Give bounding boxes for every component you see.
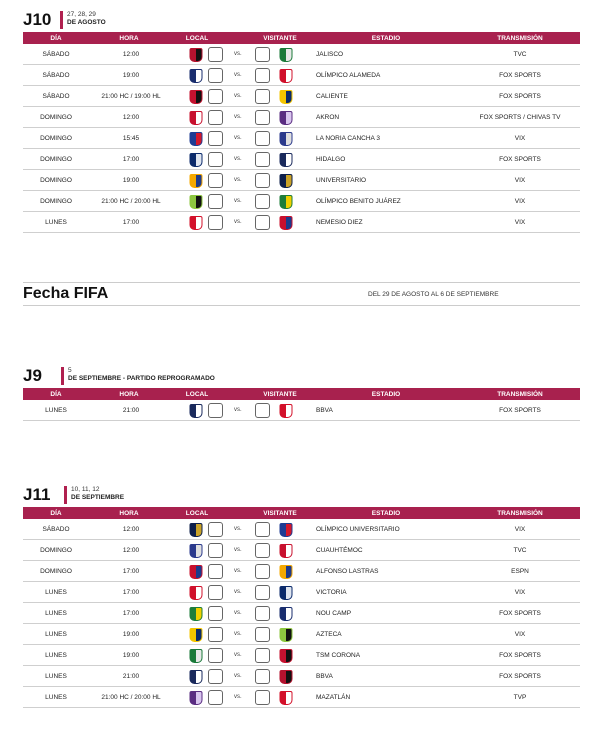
vs-label: vs. (234, 198, 242, 204)
vs-label: vs. (234, 568, 242, 574)
day-cell: LUNES (45, 589, 67, 596)
away-score-box[interactable] (255, 194, 270, 209)
crest-pachuca-icon (190, 153, 203, 167)
away-score-box[interactable] (255, 173, 270, 188)
home-score-box[interactable] (208, 606, 223, 621)
day-cell: SÁBADO (42, 93, 70, 100)
time-cell: 19:00 (122, 631, 140, 638)
day-cell: SÁBADO (42, 526, 70, 533)
column-header: VISITANTE (263, 391, 297, 398)
day-cell: DOMINGO (40, 568, 72, 575)
table-row (23, 44, 580, 65)
time-cell: 12:00 (122, 526, 140, 533)
away-score-box[interactable] (255, 690, 270, 705)
away-score-box[interactable] (255, 669, 270, 684)
table-row (23, 107, 580, 128)
vs-label: vs. (234, 547, 242, 553)
stadium-cell: VICTORIA (316, 589, 347, 596)
vs-label: vs. (234, 589, 242, 595)
away-score-box[interactable] (255, 648, 270, 663)
stadium-cell: UNIVERSITARIO (316, 177, 367, 184)
home-score-box[interactable] (208, 543, 223, 558)
stadium-cell: OLÍMPICO BENITO JUÁREZ (316, 198, 401, 205)
fixtures-table (23, 519, 580, 708)
broadcast-cell: VIX (514, 589, 526, 596)
column-header: LOCAL (185, 391, 209, 398)
broadcast-cell: FOX SPORTS / CHIVAS TV (479, 114, 561, 121)
vs-label: vs. (234, 526, 242, 532)
crest-atlas-icon (280, 670, 293, 684)
home-score-box[interactable] (208, 403, 223, 418)
crest-necaxa-icon (190, 586, 203, 600)
vs-label: vs. (234, 610, 242, 616)
time-cell: 15:45 (122, 135, 140, 142)
crest-pachuca-icon (280, 586, 293, 600)
home-score-box[interactable] (208, 47, 223, 62)
table-row (23, 666, 580, 687)
time-cell: 17:00 (122, 156, 140, 163)
crest-leon-icon (280, 195, 293, 209)
matchday-month: DE AGOSTO (67, 19, 106, 26)
table-row (23, 400, 580, 421)
day-cell: SÁBADO (42, 72, 70, 79)
crest-san-luis-icon (190, 565, 203, 579)
broadcast-cell: FOX SPORTS (499, 610, 541, 617)
table-header (23, 507, 580, 519)
crest-mazatlan-icon (280, 111, 293, 125)
matchday-dates (68, 367, 215, 383)
time-cell: 21:00 (122, 673, 140, 680)
table-row (23, 582, 580, 603)
vs-label: vs. (234, 631, 242, 637)
table-row (23, 212, 580, 233)
time-cell: 21:00 HC / 20:00 HL (101, 198, 161, 205)
stadium-cell: AZTECA (316, 631, 342, 638)
day-cell: LUNES (45, 652, 67, 659)
vs-label: vs. (234, 135, 242, 141)
column-header: HORA (119, 391, 139, 398)
table-row (23, 86, 580, 107)
broadcast-cell: VIX (514, 135, 526, 142)
stadium-cell: OLÍMPICO UNIVERSITARIO (316, 526, 400, 533)
away-score-box[interactable] (255, 215, 270, 230)
home-score-box[interactable] (208, 194, 223, 209)
vs-label: vs. (234, 114, 242, 120)
accent-bar (61, 367, 64, 385)
home-score-box[interactable] (208, 215, 223, 230)
table-row (23, 170, 580, 191)
stadium-cell: CALIENTE (316, 93, 348, 100)
day-cell: DOMINGO (40, 547, 72, 554)
crest-cruz-azul-icon (280, 523, 293, 537)
home-score-box[interactable] (208, 152, 223, 167)
table-row (23, 149, 580, 170)
crest-leon-icon (190, 607, 203, 621)
broadcast-cell: VIX (514, 631, 526, 638)
day-cell: DOMINGO (40, 156, 72, 163)
home-score-box[interactable] (208, 648, 223, 663)
away-score-box[interactable] (255, 47, 270, 62)
day-cell: LUNES (45, 219, 67, 226)
time-cell: 12:00 (122, 547, 140, 554)
stadium-cell: LA NORIA CANCHA 3 (316, 135, 380, 142)
broadcast-cell: FOX SPORTS (499, 72, 541, 79)
table-header (23, 388, 580, 400)
stadium-cell: JALISCO (316, 51, 344, 58)
crest-toluca-icon (280, 691, 293, 705)
day-cell: LUNES (45, 407, 67, 414)
column-header: TRANSMISIÓN (497, 35, 543, 42)
column-header: TRANSMISIÓN (497, 391, 543, 398)
crest-monterrey-icon (280, 153, 293, 167)
vs-label: vs. (234, 694, 242, 700)
matchday-days: 27, 28, 29 (67, 11, 96, 18)
day-cell: DOMINGO (40, 114, 72, 121)
stadium-cell: CUAUHTÉMOC (316, 547, 363, 554)
home-score-box[interactable] (208, 669, 223, 684)
away-score-box[interactable] (255, 543, 270, 558)
matchday-days: 5 (68, 367, 72, 374)
stadium-cell: OLÍMPICO ALAMEDA (316, 72, 381, 79)
crest-pumas-icon (280, 174, 293, 188)
crest-tigres-icon (280, 565, 293, 579)
stadium-cell: MAZATLÁN (316, 694, 351, 701)
matchday-code: J9 (23, 366, 42, 385)
fixtures-table (23, 400, 580, 421)
day-cell: LUNES (45, 694, 67, 701)
away-score-box[interactable] (255, 606, 270, 621)
table-row (23, 624, 580, 645)
home-score-box[interactable] (208, 110, 223, 125)
broadcast-cell: TVP (513, 694, 527, 701)
crest-atlas-icon (190, 48, 203, 62)
crest-mazatlan-icon (190, 691, 203, 705)
time-cell: 12:00 (122, 51, 140, 58)
matchday-code: J10 (23, 10, 52, 29)
broadcast-cell: ESPN (511, 568, 529, 575)
table-header (23, 32, 580, 44)
column-header: TRANSMISIÓN (497, 510, 543, 517)
table-row (23, 603, 580, 624)
crest-necaxa-icon (280, 69, 293, 83)
stadium-cell: AKRON (316, 114, 340, 121)
matchday-j9 (23, 366, 580, 421)
broadcast-cell: FOX SPORTS (499, 652, 541, 659)
vs-label: vs. (234, 407, 242, 413)
table-row (23, 191, 580, 212)
matchday-days: 10, 11, 12 (71, 486, 100, 493)
matchday-j11 (23, 485, 580, 708)
crest-puebla-icon (190, 544, 203, 558)
away-score-box[interactable] (255, 68, 270, 83)
column-header: VISITANTE (263, 35, 297, 42)
day-cell: DOMINGO (40, 177, 72, 184)
column-header: ESTADIO (371, 510, 401, 517)
crest-cruz-azul-icon (190, 132, 203, 146)
broadcast-cell: FOX SPORTS (499, 407, 541, 414)
table-row (23, 687, 580, 708)
column-header: DÍA (50, 35, 62, 42)
crest-puebla-icon (280, 132, 293, 146)
crest-chivas-icon (280, 544, 293, 558)
vs-label: vs. (234, 673, 242, 679)
column-header: ESTADIO (371, 35, 401, 42)
crest-tigres-icon (190, 174, 203, 188)
home-score-box[interactable] (208, 585, 223, 600)
matchday-month: DE SEPTIEMBRE (71, 494, 125, 501)
stadium-cell: BBVA (316, 407, 333, 414)
away-score-box[interactable] (255, 403, 270, 418)
crest-monterrey-icon (190, 670, 203, 684)
accent-bar (60, 11, 63, 29)
home-score-box[interactable] (208, 564, 223, 579)
away-score-box[interactable] (255, 152, 270, 167)
time-cell: 12:00 (122, 114, 140, 121)
stadium-cell: HIDALGO (316, 156, 346, 163)
day-cell: DOMINGO (40, 198, 72, 205)
column-header: DÍA (50, 391, 62, 398)
table-row (23, 519, 580, 540)
away-score-box[interactable] (255, 627, 270, 642)
away-score-box[interactable] (255, 585, 270, 600)
column-header: DÍA (50, 510, 62, 517)
broadcast-cell: VIX (514, 198, 526, 205)
vs-label: vs. (234, 156, 242, 162)
broadcast-cell: VIX (514, 526, 526, 533)
crest-santos-icon (280, 48, 293, 62)
stadium-cell: NEMESIO DIEZ (316, 219, 363, 226)
time-cell: 17:00 (122, 568, 140, 575)
home-score-box[interactable] (208, 89, 223, 104)
home-score-box[interactable] (208, 690, 223, 705)
broadcast-cell: TVC (513, 547, 527, 554)
column-header: HORA (119, 510, 139, 517)
vs-label: vs. (234, 93, 242, 99)
fifa-dates: DEL 29 DE AGOSTO AL 6 DE SEPTIEMBRE (368, 291, 499, 298)
vs-label: vs. (234, 652, 242, 658)
crest-chivas-icon (190, 111, 203, 125)
time-cell: 21:00 HC / 19:00 HL (101, 93, 161, 100)
home-score-box[interactable] (208, 522, 223, 537)
crest-san-luis-icon (280, 216, 293, 230)
time-cell: 19:00 (122, 72, 140, 79)
crest-queretaro-icon (280, 607, 293, 621)
away-score-box[interactable] (255, 89, 270, 104)
time-cell: 17:00 (122, 589, 140, 596)
away-score-box[interactable] (255, 522, 270, 537)
crest-toluca-icon (190, 216, 203, 230)
table-row (23, 540, 580, 561)
fixtures-table (23, 44, 580, 233)
broadcast-cell: FOX SPORTS (499, 673, 541, 680)
vs-label: vs. (234, 219, 242, 225)
matchday-dates (67, 11, 106, 27)
broadcast-cell: TVC (513, 51, 527, 58)
vs-label: vs. (234, 177, 242, 183)
crest-america-icon (190, 628, 203, 642)
crest-juarez-icon (280, 628, 293, 642)
column-header: LOCAL (185, 510, 209, 517)
matchday-month: DE SEPTIEMBRE - PARTIDO REPROGRAMADO (68, 375, 215, 382)
away-score-box[interactable] (255, 564, 270, 579)
stadium-cell: BBVA (316, 673, 333, 680)
time-cell: 19:00 (122, 652, 140, 659)
crest-america-icon (280, 90, 293, 104)
day-cell: DOMINGO (40, 135, 72, 142)
table-row (23, 65, 580, 86)
time-cell: 21:00 (122, 407, 140, 414)
matchday-code: J11 (23, 485, 51, 504)
home-score-box[interactable] (208, 131, 223, 146)
broadcast-cell: VIX (514, 219, 526, 226)
broadcast-cell: VIX (514, 177, 526, 184)
column-header: LOCAL (185, 35, 209, 42)
home-score-box[interactable] (208, 627, 223, 642)
away-score-box[interactable] (255, 131, 270, 146)
crest-monterrey-icon (190, 404, 203, 418)
crest-pumas-icon (190, 523, 203, 537)
crest-toluca-icon (280, 404, 293, 418)
day-cell: LUNES (45, 631, 67, 638)
column-header: VISITANTE (263, 510, 297, 517)
time-cell: 17:00 (122, 610, 140, 617)
stadium-cell: TSM CORONA (316, 652, 361, 659)
matchday-j10 (23, 10, 580, 233)
matchday-dates (71, 486, 124, 502)
crest-tijuana-icon (280, 649, 293, 663)
home-score-box[interactable] (208, 173, 223, 188)
matchday-header (23, 366, 580, 388)
time-cell: 17:00 (122, 219, 140, 226)
day-cell: LUNES (45, 673, 67, 680)
crest-queretaro-icon (190, 69, 203, 83)
crest-juarez-icon (190, 195, 203, 209)
table-row (23, 645, 580, 666)
accent-bar (64, 486, 67, 504)
home-score-box[interactable] (208, 68, 223, 83)
column-header: ESTADIO (371, 391, 401, 398)
away-score-box[interactable] (255, 110, 270, 125)
column-header: HORA (119, 35, 139, 42)
broadcast-cell: FOX SPORTS (499, 156, 541, 163)
day-cell: SÁBADO (42, 51, 70, 58)
crest-santos-icon (190, 649, 203, 663)
vs-label: vs. (234, 72, 242, 78)
fifa-title: Fecha FIFA (23, 285, 109, 302)
vs-label: vs. (234, 51, 242, 57)
crest-tijuana-icon (190, 90, 203, 104)
stadium-cell: NOU CAMP (316, 610, 352, 617)
day-cell: LUNES (45, 610, 67, 617)
table-row (23, 128, 580, 149)
matchday-header (23, 485, 580, 507)
time-cell: 21:00 HC / 20:00 HL (101, 694, 161, 701)
time-cell: 19:00 (122, 177, 140, 184)
table-row (23, 561, 580, 582)
fifa-date-banner (23, 282, 580, 306)
matchday-header (23, 10, 580, 32)
broadcast-cell: FOX SPORTS (499, 93, 541, 100)
stadium-cell: ALFONSO LASTRAS (316, 568, 379, 575)
